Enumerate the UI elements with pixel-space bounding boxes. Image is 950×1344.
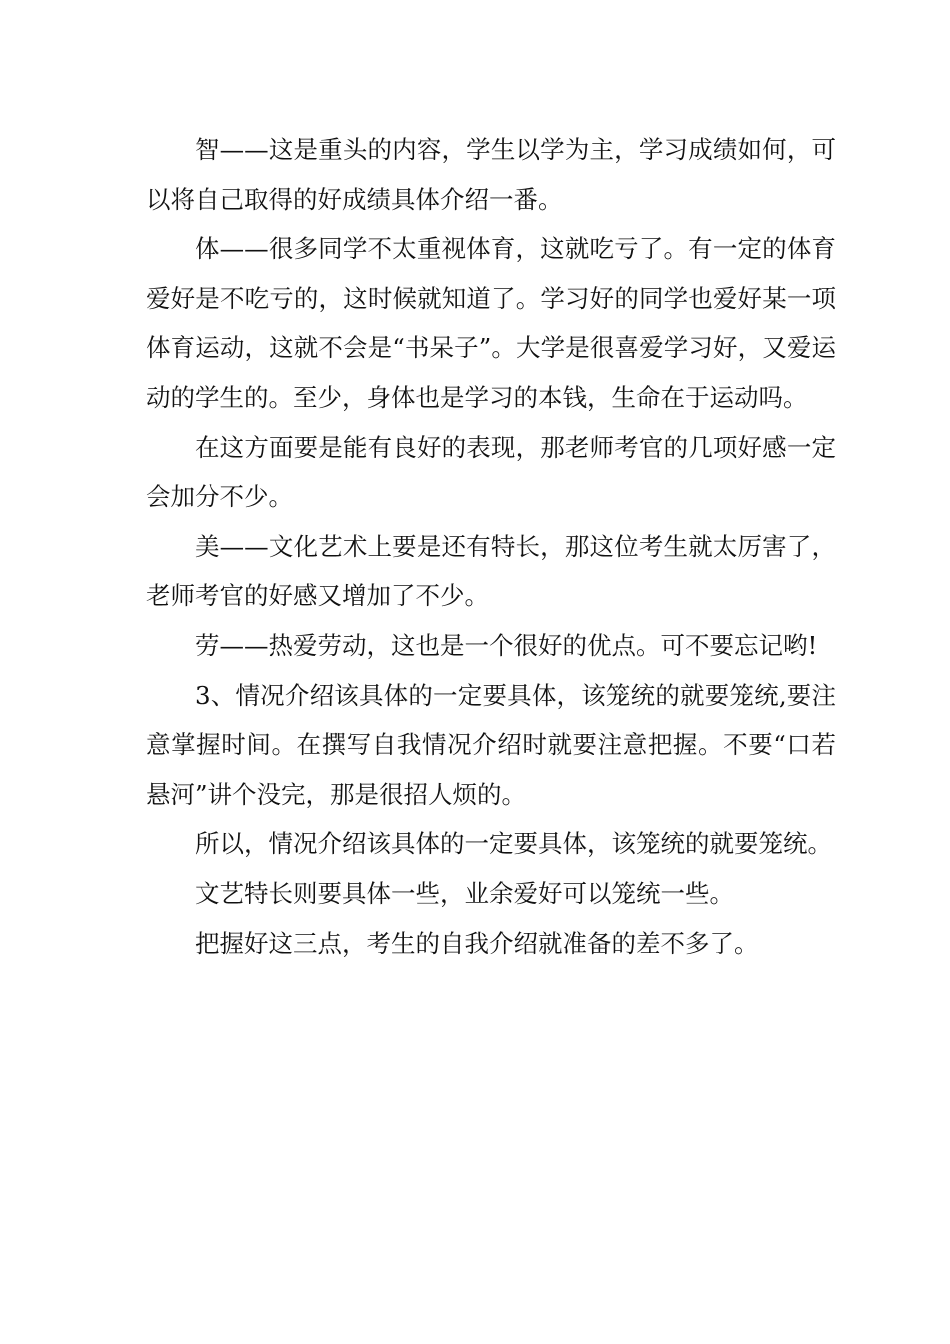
paragraph-conclusion: 把握好这三点，考生的自我介绍就准备的差不多了。: [195, 928, 759, 958]
paragraph-arts: 文艺特长则要具体一些，业余爱好可以笼统一些。: [195, 878, 734, 908]
paragraph-zhi: 智——这是重头的内容，学生以学为主，学习成绩如何，可以将自己取得的好成绩具体介绍一番。: [146, 135, 836, 214]
paragraph-point-3: 3、情况介绍该具体的一定要具体，该笼统的就要笼统,要注意掌握时间。在撰写自我情况介绍时就要注意把握。不要“口若悬河”讲个没完，那是很招人烦的。: [146, 680, 836, 809]
paragraph-ti: 体——很多同学不太重视体育，这就吃亏了。有一定的体育爱好是不吃亏的，这时候就知道了。学习好的同学也爱好某一项体育运动，这就不会是“书呆子”。大学是很喜爱学习好，又爱运动的学生的。至少，身体也是学习的本钱，生命在于运动吗。: [146, 234, 836, 412]
paragraph-so: 所以，情况介绍该具体的一定要具体，该笼统的就要笼统。: [195, 829, 832, 859]
document-body: [146, 125, 836, 968]
paragraph-mei: 美——文化艺术上要是还有特长，那这位考生就太厉害了，老师考官的好感又增加了不少。: [146, 531, 836, 611]
paragraph-performance: 在这方面要是能有良好的表现，那老师考官的几项好感一定会加分不少。: [146, 432, 836, 512]
paragraph-lao: 劳——热爱劳动，这也是一个很好的优点。可不要忘记哟!: [195, 630, 818, 660]
